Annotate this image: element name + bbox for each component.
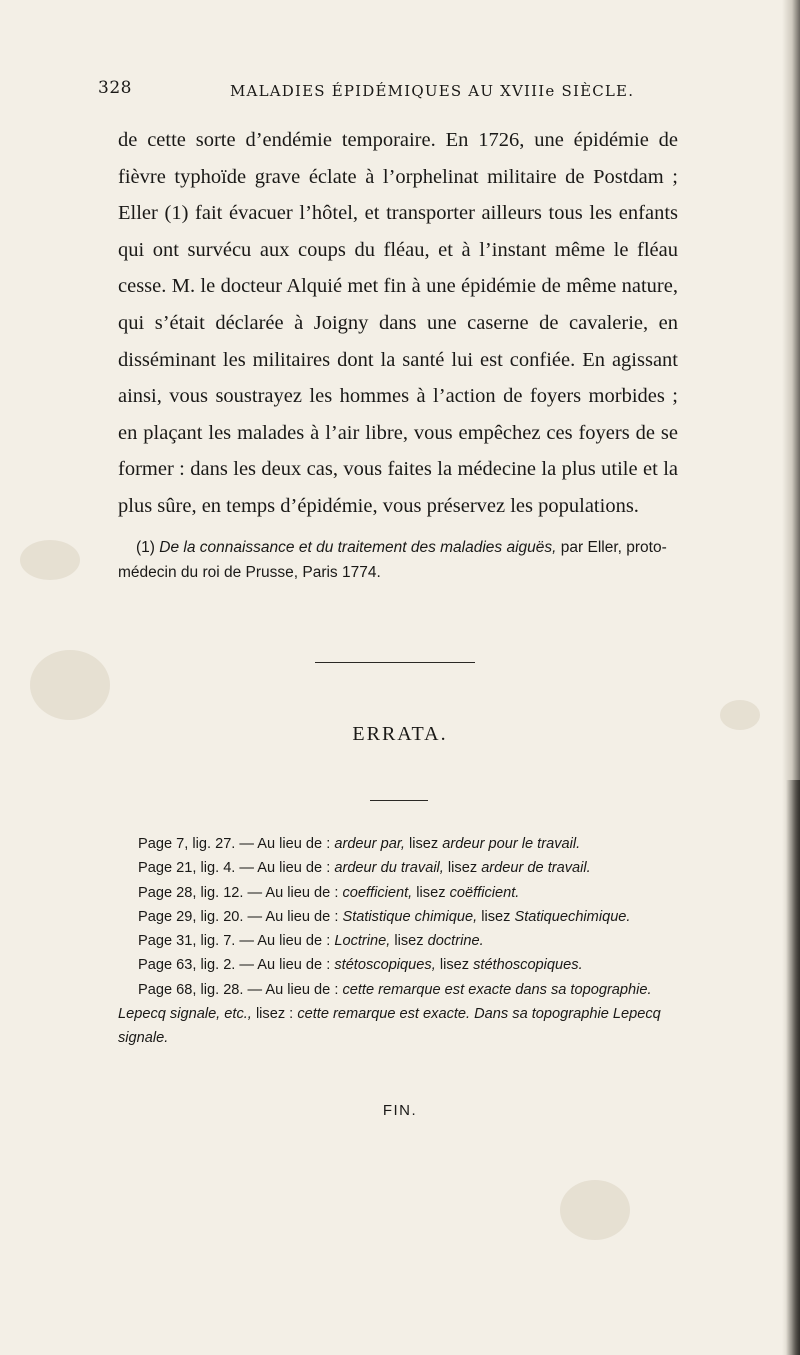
errata-wrong: stétoscopiques, — [334, 957, 436, 974]
footnote-marker: (1) — [136, 539, 155, 556]
errata-right: doctrine. — [427, 933, 484, 950]
fin-marker: FIN. — [382, 1102, 418, 1119]
errata-title: ERRATA. — [352, 723, 448, 745]
errata-ref: Page 31, lig. 7. — Au lieu de : — [138, 933, 331, 950]
errata-lisez: lisez — [447, 860, 478, 877]
errata-ref: Page 28, lig. 12. — Au lieu de : — [138, 884, 339, 901]
paper-stain — [560, 1180, 630, 1240]
body-text — [118, 122, 678, 525]
errata-lisez: lisez : — [255, 1006, 294, 1023]
errata-right: Statiquechimique. — [514, 908, 631, 925]
errata-item — [118, 953, 680, 977]
errata-divider — [370, 800, 428, 801]
errata-lisez: lisez — [394, 933, 424, 950]
section-divider — [315, 662, 475, 663]
errata-item — [118, 881, 680, 905]
errata-item — [118, 832, 680, 856]
errata-wrong: coefficient, — [342, 884, 413, 901]
errata-ref: Page 29, lig. 20. — Au lieu de : — [138, 908, 339, 925]
errata-right: ardeur de travail. — [481, 860, 591, 877]
page-number: 328 — [98, 78, 132, 98]
errata-item — [118, 929, 680, 953]
errata-lisez: lisez — [439, 957, 470, 974]
errata-lisez: lisez — [409, 836, 439, 852]
errata-ref: Page 68, lig. 28. — Au lieu de : — [138, 981, 339, 998]
errata-ref: Page 7, lig. 27. — Au lieu de : — [138, 836, 331, 852]
errata-ref: Page 21, lig. 4. — Au lieu de : — [138, 860, 331, 877]
errata-list — [118, 832, 680, 1051]
footnote-title: De la connaissance et du traitement des maladies aiguës, — [159, 539, 557, 556]
errata-wrong: Statistique chimique, — [342, 908, 478, 925]
footnote-text: par Eller, proto-médecin du roi de Prusse, Paris 1774. — [118, 539, 667, 581]
errata-wrong: cette remarque est exacte dans sa topographie. Lepecq signale, etc., — [118, 981, 652, 1023]
errata-wrong: ardeur du travail, — [334, 860, 444, 877]
errata-lisez: lisez — [481, 908, 511, 925]
paper-stain — [20, 540, 80, 580]
errata-item — [118, 856, 680, 880]
errata-item — [118, 978, 680, 1051]
errata-ref: Page 63, lig. 2. — Au lieu de : — [138, 957, 331, 974]
paper-stain — [30, 650, 110, 720]
page-edge-dark — [786, 780, 800, 1355]
errata-right: stéthoscopiques. — [473, 957, 583, 974]
errata-item — [118, 905, 680, 929]
body-paragraph: de cette sorte d’endémie temporaire. En 1726, une épidémie de fièvre typhoïde grave éclate à l’orphelinat militaire de Postdam ; Eller (1) fait évacuer l’hôtel, et transporter ailleurs tous les enfants qui ont survécu aux coups du fléau, et à l’instant même le fléau cesse. M. le docteur Alquié met fin à une épidémie de même nature, qui s’était déclarée à Joigny dans une caserne de cavalerie, en disséminant les militaires dont la santé lui est confiée. En agissant ainsi, vous soustrayez les hommes à l’action de foyers morbides ; en plaçant les malades à l’air libre, vous empêchez ces foyers de se former : dans les deux cas, vous faites la médecine la plus utile et la plus sûre, en temps d’épidémie, vous préservez les populations. — [118, 129, 678, 517]
errata-wrong: Loctrine, — [334, 933, 391, 950]
errata-right: coëfficient. — [449, 884, 520, 901]
footnote — [118, 535, 678, 585]
errata-right: ardeur pour le travail. — [442, 836, 581, 852]
page-header — [98, 78, 678, 108]
errata-right: cette remarque est exacte. Dans sa topographie Lepecq signale. — [118, 1006, 661, 1047]
errata-lisez: lisez — [416, 884, 446, 901]
running-head: MALADIES ÉPIDÉMIQUES AU XVIIIe SIÈCLE. — [230, 82, 635, 100]
errata-wrong: ardeur par, — [334, 836, 405, 852]
